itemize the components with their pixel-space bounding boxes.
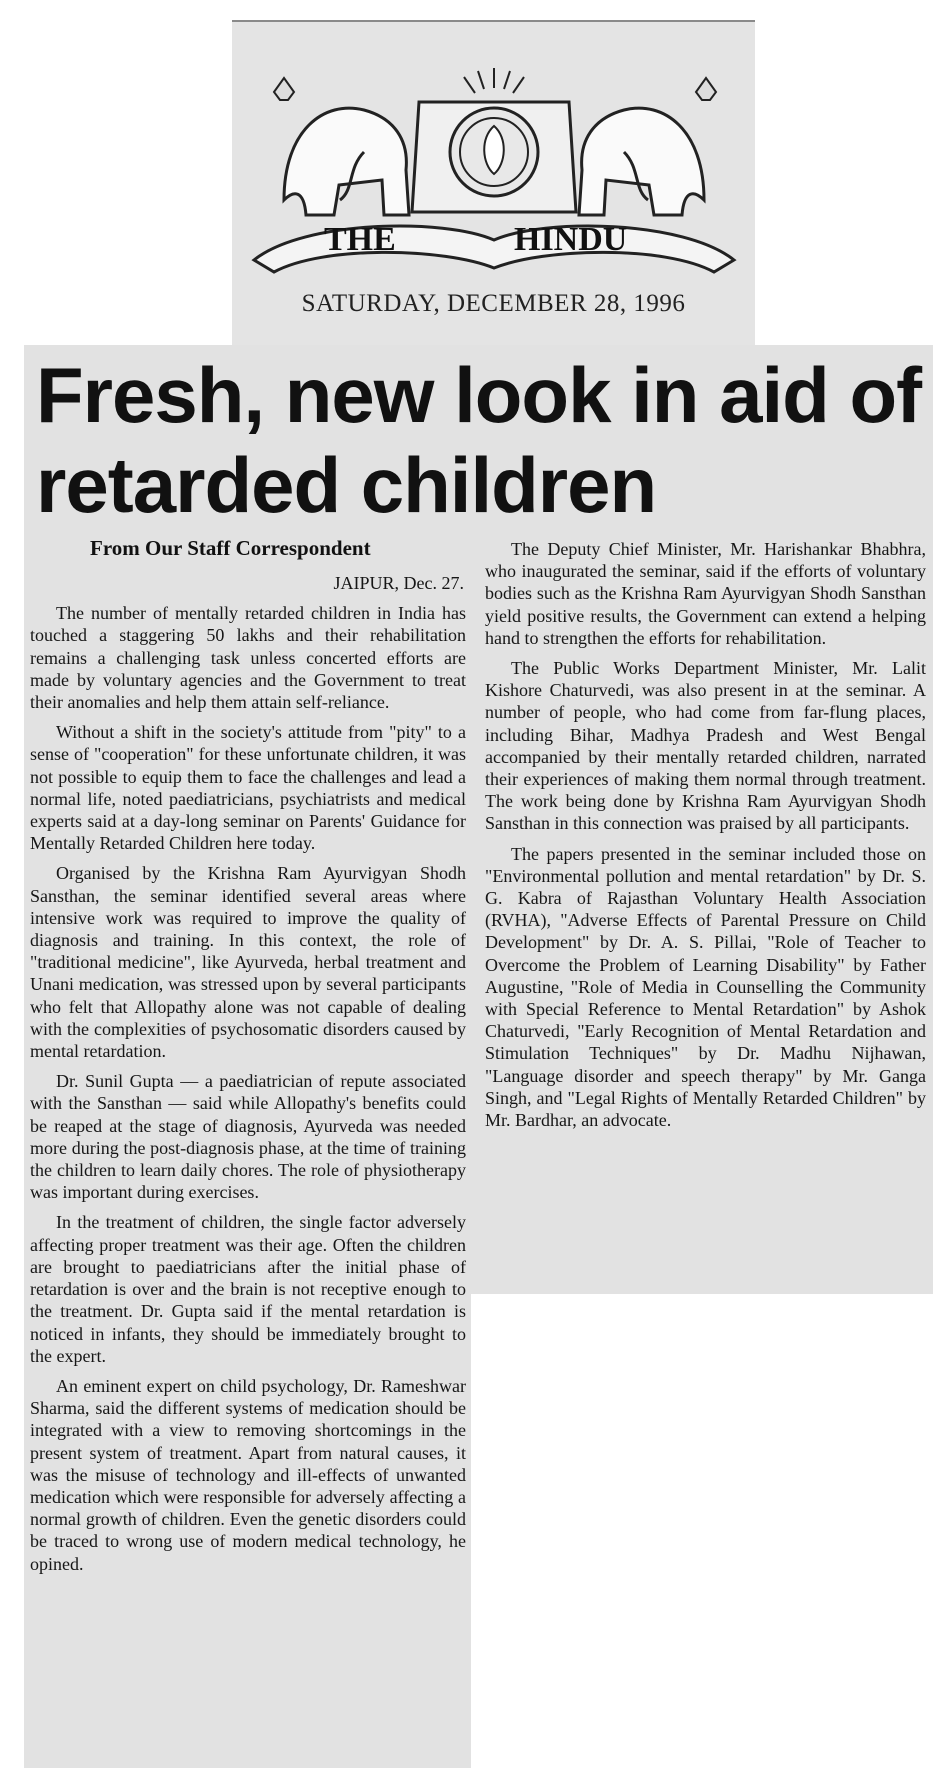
article-paragraph: The number of mentally retarded children in India has touched a staggering 50 lakhs and their rehabilitation remains a challenging task unless concerted efforts are made by voluntary agencies and the Government to treat their anomalies and help them attain self-reliance.	[30, 603, 466, 713]
article-paragraph: Dr. Sunil Gupta — a paediatrician of repute associated with the Sansthan — said while Allopathy's benefits could be reaped at the stage of diagnosis, Ayurveda was needed more during the post-diagnosis phase, at the time of training the children to learn daily chores. The role of physiotherapy was important during exercises.	[30, 1071, 466, 1203]
article-byline: From Our Staff Correspondent	[90, 536, 371, 560]
article-paragraph: The Deputy Chief Minister, Mr. Harishankar Bhabhra, who inaugurated the seminar, said if the efforts of voluntary bodies such as the Krishna Ram Ayurvigyan Shodh Sansthan yield positive results, the Government can extend a helping hand to strengthen the efforts for rehabilitation.	[485, 539, 926, 648]
article-dateline: JAIPUR, Dec. 27.	[333, 573, 464, 593]
article-paragraph: Without a shift in the society's attitude from "pity" to a sense of "cooperation" for these unfortunate children, it was not possible to equip them to face the challenges and lead a normal life, noted paediatricians, psychiatrists and medical experts said at a day-long seminar on Parents' Guidance for Mentally Retarded Children here today.	[30, 722, 466, 854]
article-paragraph: An eminent expert on child psychology, Dr. Rameshwar Sharma, said the different systems of medication should be integrated with a view to removing shortcomings in the present system of treatment. Apart from natural causes, it was the misuse of technology and ill-effects of unwanted medication which were responsible for adversely affecting a normal growth of children. Even the genetic disorders could be traced to wrong use of modern medical technology, he opined.	[30, 1375, 466, 1574]
article-paragraph: The Public Works Department Minister, Mr. Lalit Kishore Chaturvedi, was also present in at the seminar. A number of people, who had come from far-flung places, including Bihar, Madhya Pradesh and West Bengal accompanied by their mentally retarded children, narrated their experiences of making them normal through treatment. The work being done by Krishna Ram Ayurvigyan Shodh Sansthan in this connection was praised by all participants.	[485, 658, 926, 834]
logo-text-hindu: HINDU	[514, 221, 628, 258]
article-column-right	[485, 538, 926, 1139]
article-paragraph: In the treatment of children, the single factor adversely affecting proper treatment was their age. Often the children are brought to paediatricians after the initial phase of retardation is over and the brain is not receptive enough to the treatment. Dr. Gupta said if the mental retardation is noticed in infants, they should be immediately brought to the expert.	[30, 1212, 466, 1366]
article-paragraph: Organised by the Krishna Ram Ayurvigyan Shodh Sansthan, the seminar identified several areas where intensive work was required to improve the quality of diagnosis and training. In this context, the role of "traditional medicine", like Ayurveda, herbal treatment and Unani medication, was stressed upon by several participants who felt that Allopathy alone was not capable of dealing with the complexities of psychosomatic disorders caused by mental retardation.	[30, 863, 466, 1062]
logo-text-the: THE	[324, 221, 396, 258]
article-column-left	[30, 572, 466, 1583]
masthead-clipping	[232, 20, 755, 348]
article-paragraph: The papers presented in the seminar included those on "Environmental pollution and mental retardation" by Dr. S. G. Kabra of Rajasthan Voluntary Health Association (RVHA), "Adverse Effects of Parental Pressure on Child Development" by Dr. A. S. Pillai, "Role of Teacher to Overcome the Problem of Learning Disability" by Father Augustine, "Role of Media in Counselling the Community with Special Reference to Mental Retardation" by Ashok Chaturvedi, "Early Recognition of Mental Retardation and Stimulation Techniques" by Dr. Madhu Nijhawan, "Language disorder and speech therapy" by Mr. Ganga Singh, and "Legal Rights of Mentally Retarded Children" by Mr. Bardhar, an advocate.	[485, 843, 926, 1131]
the-hindu-logo	[244, 40, 744, 290]
article-headline: Fresh, new look in aid of retarded children	[36, 351, 922, 529]
publication-date: SATURDAY, DECEMBER 28, 1996	[301, 290, 686, 317]
